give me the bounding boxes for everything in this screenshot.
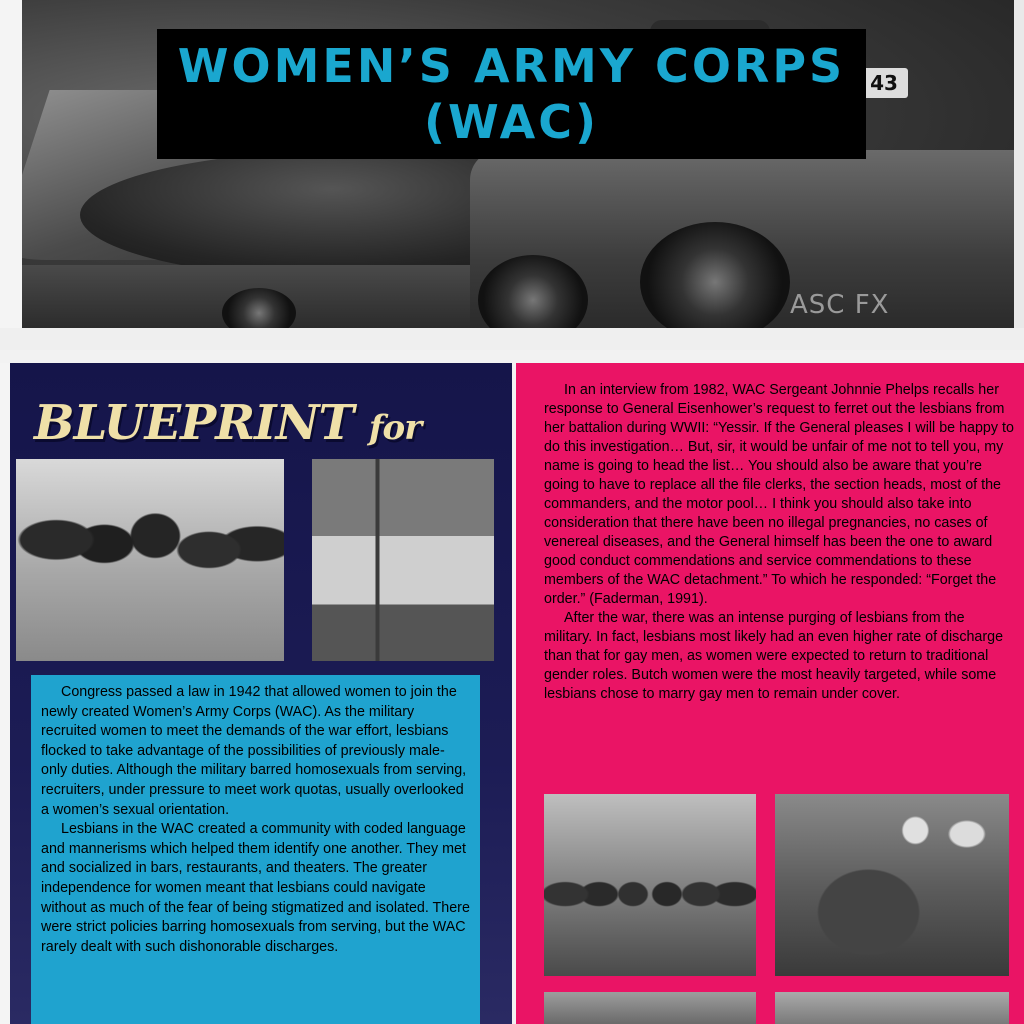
poster-title-part-1: BLUEPRINT [34,395,369,451]
photo-border-bottom [0,328,1024,350]
left-paragraph-1: Congress passed a law in 1942 that allowed women to join the newly created Women’s Army Corps (WAC). As the military recruited women to meet the demands of the war effort, lesbians flocked to take advantage of the possibilities of previously male-only duties. Although the military barred homosexuals from serving, recruiters, under pressure to meet work quotas, usually overlooked a women’s sexual orientation. [41,684,467,818]
left-paragraph-2: Lesbians in the WAC created a community with coded language and mannerisms which helped them identify one another. They met and socialized in bars, restaurants, and theaters. The greater independence for women meant that lesbians could navigate without as much of the fear of being stigmatized and isolated. There were strict policies barring homosexuals from serving, but the WAC rarely dealt with such dishonorable discharges. [41,821,470,955]
title-box [157,29,866,159]
truck-marking: ASC FX [790,290,890,320]
left-panel-poster [0,363,512,1024]
right-paragraph-2: After the war, there was an intense purging of lesbians from the military. In fact, lesbians most likely had an even higher rate of discharge than that for gay men, as women were expected to return to traditional gender roles. Butch women were the most heavily targeted, while some lesbians chose to marry gay men to remain under cover. [544,610,1004,702]
truck-wheel-rear [640,222,790,340]
photo-bottom-right [775,992,1009,1024]
left-text-box [31,675,480,1024]
photo-women-shipyard-workers [544,794,756,976]
right-panel [516,363,1024,1024]
poster-title-part-2: for [368,408,422,448]
hero-photo [0,0,1024,340]
vehicle-number-plate: 43 [860,68,908,98]
right-paragraph-1: In an interview from 1982, WAC Sergeant Johnnie Phelps recalls her response to General Eisenhower’s request to ferret out the lesbians from her battalion during WWII: “Yessir. If the General pleases I will be happy to do this investigation… But, sir, it would be unfair of me not to tell you, my name is going to head the list… You should also be aware that you’re going to have to replace all the file clerks, the section heads, most of the commanders, and the motor pool… I think you should also take into consideration that there have been no illegal pregnancies, no cases of venereal diseases, and the General himself has been the one to award good conduct commendations and service commendations to these members of the WAC detachment.” To which he responded: “Forget the order.” (Faderman, 1991). [544,382,1014,607]
photo-women-with-shovels [16,459,284,661]
photo-border-right [1014,0,1024,340]
right-text-box [544,381,1014,704]
photo-border-left [0,0,22,340]
page-title: WOMEN’S ARMY CORPS (WAC) [177,39,846,149]
photo-bottom-left [544,992,756,1024]
photo-women-welding [312,459,494,661]
photo-women-machinists [775,794,1009,976]
